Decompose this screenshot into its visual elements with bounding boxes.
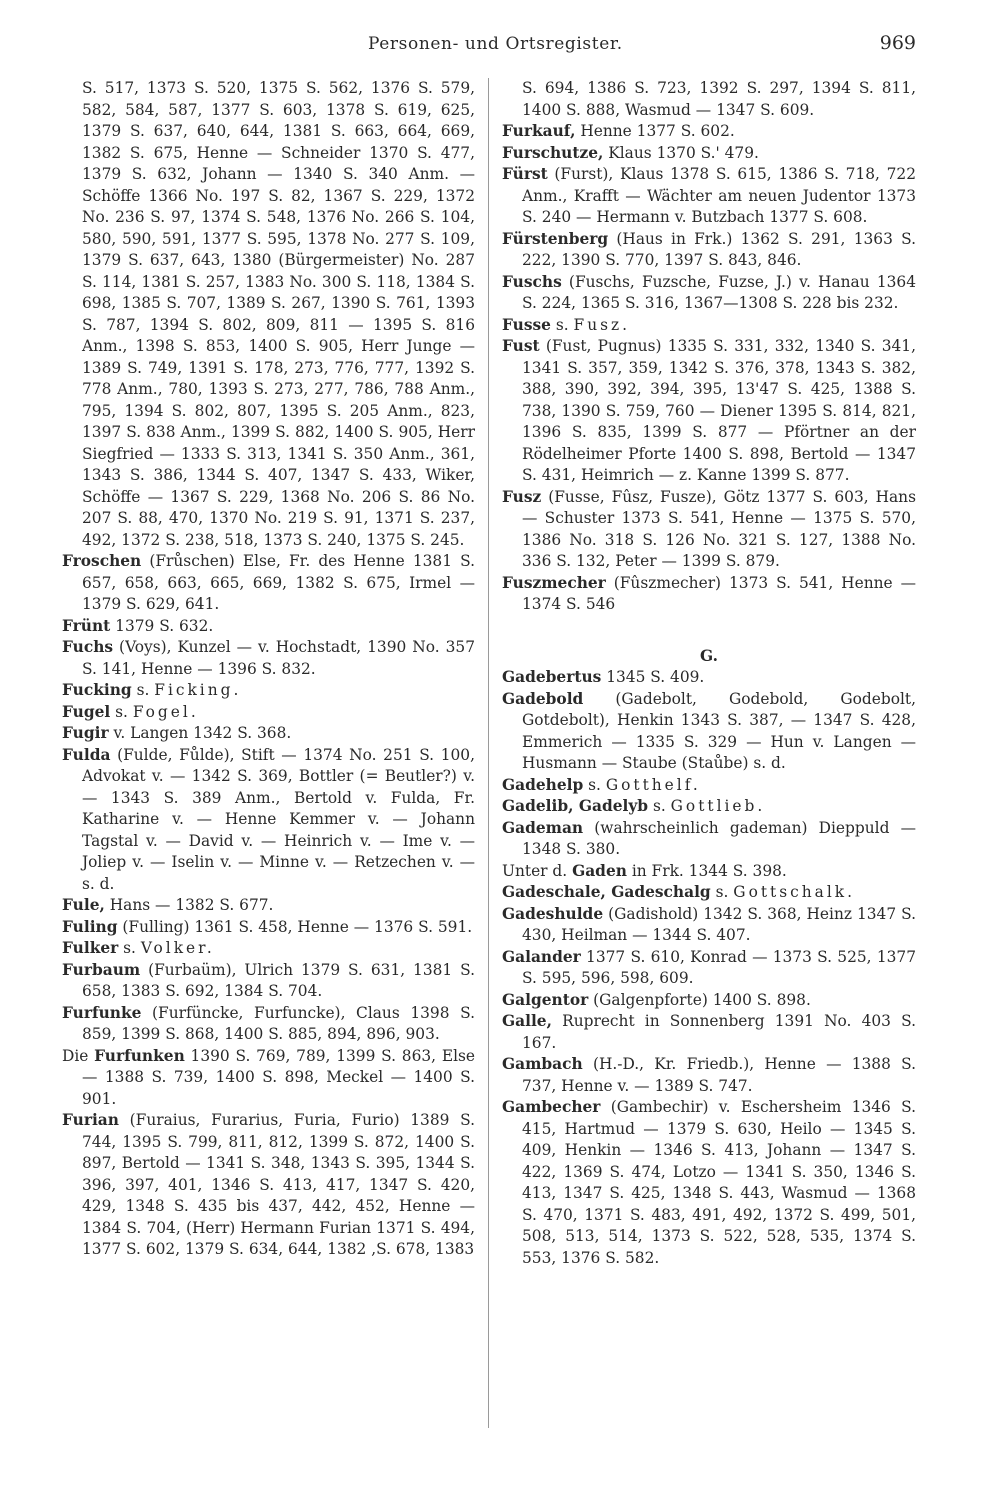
entry-text: s.: [648, 797, 671, 815]
index-entry: [62, 702, 475, 724]
index-entry: [502, 487, 916, 573]
entry-text: (H.-D., Kr. Friedb.), Henne — 1388 S. 737, Henne v. — 1389 S. 747.: [522, 1055, 916, 1095]
headword: Fugir: [62, 724, 109, 742]
cross-reference: Volker.: [140, 939, 215, 957]
headword: Gambach: [502, 1055, 583, 1073]
entry-text: s.: [118, 939, 141, 957]
index-entry: [62, 1110, 475, 1261]
index-entry: [502, 947, 916, 990]
entry-text: (Fusse, Fûsz, Fusze), Götz 1377 S. 603, Hans — Schuster 1373 S. 541, Henne — 1375 S. 570, 1386 No. 318 S. 126 No. 321 S. 127, 1388 No. 336 S. 132, Peter — 1399 S. 879.: [522, 487, 916, 570]
index-entry: [502, 315, 916, 337]
index-entry: [502, 818, 916, 861]
headword: Gadehelp: [502, 775, 584, 794]
index-entry: [502, 1054, 916, 1097]
cross-reference: Gottlieb.: [670, 797, 766, 815]
headword: Fulda: [62, 745, 111, 764]
entry-prefix: Die: [62, 1046, 95, 1065]
headword: Fugel: [62, 702, 111, 721]
index-entry: [62, 680, 475, 702]
headword: Fürst: [502, 165, 548, 183]
entry-text: (Furfüncke, Furfuncke), Claus 1398 S. 859, 1399 S. 868, 1400 S. 885, 894, 896, 903.: [82, 1003, 475, 1043]
entry-text: (Voys), Kunzel — v. Hochstadt, 1390 No. 357 S. 141, Henne — 1396 S. 832.: [82, 638, 475, 678]
page-number: 969: [879, 32, 916, 54]
entry-text: (Gadishold) 1342 S. 368, Heinz 1347 S. 430, Heilman — 1344 S. 407.: [522, 904, 916, 944]
entry-text: Hans — 1382 S. 677.: [104, 896, 274, 914]
index-entry: [502, 121, 916, 143]
headword: Fusz: [502, 487, 542, 506]
headword: Gadebertus: [502, 668, 602, 686]
entry-text: (wahrscheinlich gademan) Dieppuld — 1348 S. 380.: [522, 818, 916, 858]
index-entry: [502, 272, 916, 315]
entry-text: (Fulde, Fůlde), Stift — 1374 No. 251 S. 100, Advokat v. — 1342 S. 369, Bottler (= Beutler?) v. — 1343 S. 389 Anm., Bertold v. Fulda, Fr. Katharine v. — Henne Kemmer v. — Johann Tagstal v. — David v. — Heinrich v. — Ime v. — Joliep v. — Iselin v. — Minne v. — Retzechen v. — s. d.: [82, 745, 475, 893]
entry-text: (Gambechir) v. Eschersheim 1346 S. 415, Hartmud — 1379 S. 630, Heilo — 1345 S. 409, Henkin — 1346 S. 413, Johann — 1347 S. 422, 1369 S. 474, Lotzo — 1341 S. 350, 1346 S. 413, 1347 S. 425, 1348 S. 443, Wasmud — 1368 S. 470, 1371 S. 483, 491, 492, 1372 S. 499, 501, 508, 513, 514, 1373 S. 522, 528, 535, 1374 S. 553, 1376 S. 582.: [522, 1098, 916, 1267]
headword: Frünt: [62, 616, 111, 635]
entry-text: (Fuschs, Fuzsche, Fuzse, J.) v. Hanau 1364 S. 224, 1365 S. 316, 1367—1308 S. 228 bis 232.: [522, 272, 916, 312]
entry-text: in Frk. 1344 S. 398.: [626, 861, 787, 880]
running-head: Personen- und Ortsregister.: [368, 34, 623, 54]
entry-text: (Furaius, Furarius, Furia, Furio) 1389 S. 744, 1395 S. 799, 811, 812, 1399 S. 872, 1400 S. 897, Bertold — 1341 S. 348, 1343 S. 395, 1344 S. 396, 397, 401, 1346 S. 413, 417, 1347 S. 420, 429, 1348 S. 435 bis 437, 442, 452, Henne — 1384 S. 704, (Herr) Hermann Furian 1371 S. 494, 1377 S. 602, 1379 S. 634, 644, 1382 ,S. 678, 1383: [82, 1111, 475, 1258]
index-entry: [62, 895, 475, 917]
headword: Gambecher: [502, 1098, 601, 1116]
headword: Froschen: [62, 552, 142, 570]
entry-text: Henne 1377 S. 602.: [575, 122, 735, 140]
headword: Furian: [62, 1111, 119, 1129]
headword: Gadeschale, Gadeschalg: [502, 883, 711, 901]
headword: Fuschs: [502, 272, 562, 291]
headword: Gaden: [572, 861, 627, 880]
entry-text: (Galgenpforte) 1400 S. 898.: [588, 990, 811, 1009]
headword: Furfunken: [94, 1046, 185, 1065]
headword: Fucking: [62, 681, 132, 699]
index-entry: [502, 990, 916, 1012]
headword: Fuling: [62, 917, 118, 936]
headword: Gadebold: [502, 689, 584, 708]
index-entry: [502, 336, 916, 487]
entry-text: (Haus in Frk.) 1362 S. 291, 1363 S. 222, 1390 S. 770, 1397 S. 843, 846.: [522, 229, 916, 269]
index-entry: [502, 667, 916, 689]
headword: Gademan: [502, 818, 584, 837]
entry-text: (Furbaüm), Ulrich 1379 S. 631, 1381 S. 658, 1383 S. 692, 1384 S. 704.: [82, 960, 475, 1000]
entry-text: 1379 S. 632.: [110, 616, 214, 635]
headword: Galle,: [502, 1012, 552, 1030]
cross-reference: Gottschalk.: [733, 883, 855, 901]
index-entry: [62, 1046, 475, 1111]
index-entry-continuation: S. 694, 1386 S. 723, 1392 S. 297, 1394 S. 811, 1400 S. 888, Wasmud — 1347 S. 609.: [522, 79, 916, 119]
headword: Fulker: [62, 939, 119, 957]
index-entry: [62, 938, 475, 960]
headword: Furfunke: [62, 1003, 142, 1022]
headword: Galander: [502, 947, 581, 966]
headword: Fule,: [62, 896, 105, 914]
entry-text: (Fulling) 1361 S. 458, Henne — 1376 S. 591.: [117, 917, 473, 936]
entry-text: (Fûszmecher) 1373 S. 541, Henne — 1374 S. 546: [522, 573, 916, 613]
entry-text: s.: [110, 702, 133, 721]
index-entry: [502, 775, 916, 797]
cross-reference: Ficking.: [154, 681, 242, 699]
entry-text: v. Langen 1342 S. 368.: [108, 724, 292, 742]
headword: Gadelib, Gadelyb: [502, 797, 649, 815]
headword: Fusse: [502, 315, 551, 334]
headword: Galgentor: [502, 990, 589, 1009]
entry-text: Ruprecht in Sonnenberg 1391 No. 403 S. 167.: [522, 1012, 916, 1052]
index-entry: [62, 723, 475, 745]
index-entry: [502, 796, 916, 818]
section-letter: G.: [700, 646, 718, 665]
index-entry: [62, 616, 475, 638]
headword: Furschutze,: [502, 143, 604, 162]
cross-reference: Gotthelf.: [605, 775, 701, 794]
entry-text: s.: [710, 883, 734, 901]
index-entry: [502, 882, 916, 904]
index-entry: [502, 689, 916, 775]
entry-text: s.: [583, 775, 606, 794]
index-entry: [502, 143, 916, 165]
index-entry: [62, 960, 475, 1003]
index-entry: [62, 917, 475, 939]
headword: Furkauf,: [502, 122, 576, 140]
entry-text: 1390 S. 769, 789, 1399 S. 863, Else — 1388 S. 739, 1400 S. 898, Meckel — 1400 S. 901.: [82, 1046, 476, 1108]
entry-text: (Frůschen) Else, Fr. des Henne 1381 S. 657, 658, 663, 665, 669, 1382 S. 675, Irmel — 1379 S. 629, 641.: [82, 552, 475, 613]
cross-reference: Fogel.: [132, 702, 199, 721]
index-entry: [502, 573, 916, 616]
left-column: [62, 78, 475, 1261]
entry-text: Klaus 1370 S.' 479.: [603, 143, 759, 162]
index-entry: [502, 861, 916, 883]
headword: Fuchs: [62, 638, 114, 656]
headword: Fuszmecher: [502, 573, 606, 592]
entry-text: 1377 S. 610, Konrad — 1373 S. 525, 1377 S. 595, 596, 598, 609.: [522, 947, 916, 987]
headword: Fürstenberg: [502, 229, 609, 248]
entry-text: s.: [550, 315, 574, 334]
page-header: [0, 30, 1000, 64]
right-column: [502, 78, 916, 1269]
headword: Gadeshulde: [502, 904, 604, 923]
cross-reference: Fusz.: [573, 315, 631, 334]
entry-text: 1345 S. 409.: [601, 668, 705, 686]
index-entry: [502, 1097, 916, 1269]
entry-text: (Fust, Pugnus) 1335 S. 331, 332, 1340 S. 341, 1341 S. 357, 359, 1342 S. 376, 378, 1343 S. 382, 388, 390, 392, 394, 395, 13'47 S. 425, 1388 S. 738, 1390 S. 759, 760 — Diener 1395 S. 814, 821, 1396 S. 835, 1399 S. 877 — Pförtner an der Rödelheimer Pforte 1400 S. 898, Bertold — 1347 S. 431, Heimrich — z. Kanne 1399 S. 877.: [522, 337, 916, 484]
headword: Furbaum: [62, 960, 141, 979]
index-entry: [502, 1011, 916, 1054]
index-entry: [62, 745, 475, 896]
entry-text: s.: [131, 681, 155, 699]
index-entry: [62, 1003, 475, 1046]
column-divider: [488, 78, 489, 1428]
index-entry: [62, 637, 475, 680]
index-entry: [502, 904, 916, 947]
index-entry: [502, 229, 916, 272]
entry-prefix: Unter d.: [502, 861, 573, 880]
index-entry-continuation: S. 517, 1373 S. 520, 1375 S. 562, 1376 S. 579, 582, 584, 587, 1377 S. 603, 1378 S. 619, 625, 1379 S. 637, 640, 644, 1381 S. 663, 664, 669, 1382 S. 675, Henne — Schneider 1370 S. 477, 1379 S. 632, Johann — 1340 S. 340 Anm. — Schöffe 1366 No. 197 S. 82, 1367 S. 229, 1372 No. 236 S. 97, 1374 S. 548, 1376 No. 266 S. 104, 580, 590, 591, 1377 S. 595, 1378 No. 277 S. 109, 1379 S. 637, 643, 1380 (Bürgermeister) No. 287 S. 114, 1381 S. 257, 1383 No. 300 S. 118, 1384 S. 698, 1385 S. 707, 1389 S. 267, 1390 S. 761, 1393 S. 787, 1394 S. 802, 809, 811 — 1395 S. 816 Anm., 1398 S. 853, 1400 S. 905, Herr Junge — 1389 S. 749, 1391 S. 178, 273, 776, 777, 1392 S. 778 Anm., 780, 1393 S. 273, 277, 786, 788 Anm., 795, 1394 S. 802, 807, 1395 S. 205 Anm., 823, 1397 S. 838 Anm., 1399 S. 882, 1400 S. 905, Herr Siegfried — 1333 S. 313, 1341 S. 350 Anm., 361, 1343 S. 386, 1344 S. 407, 1347 S. 433, Wiker, Schöffe — 1367 S. 229, 1368 No. 206 S. 86 No. 207 S. 88, 470, 1370 No. 219 S. 91, 1371 S. 237, 492, 1372 S. 238, 518, 1373 S. 240, 1375 S. 245.: [82, 79, 475, 549]
entry-text: (Furst), Klaus 1378 S. 615, 1386 S. 718, 722 Anm., Krafft — Wächter am neuen Judentor 1373 S. 240 — Hermann v. Butzbach 1377 S. 608.: [522, 165, 916, 226]
index-entry: [62, 551, 475, 616]
index-entry: [502, 164, 916, 229]
entry-text: (Gadebolt, Godebold, Godebolt, Gotdebolt), Henkin 1343 S. 387, — 1347 S. 428, Emmerich — 1335 S. 329 — Hun v. Langen — Husmann — Staube (Staůbe) s. d.: [522, 689, 916, 772]
headword: Fust: [502, 337, 540, 355]
